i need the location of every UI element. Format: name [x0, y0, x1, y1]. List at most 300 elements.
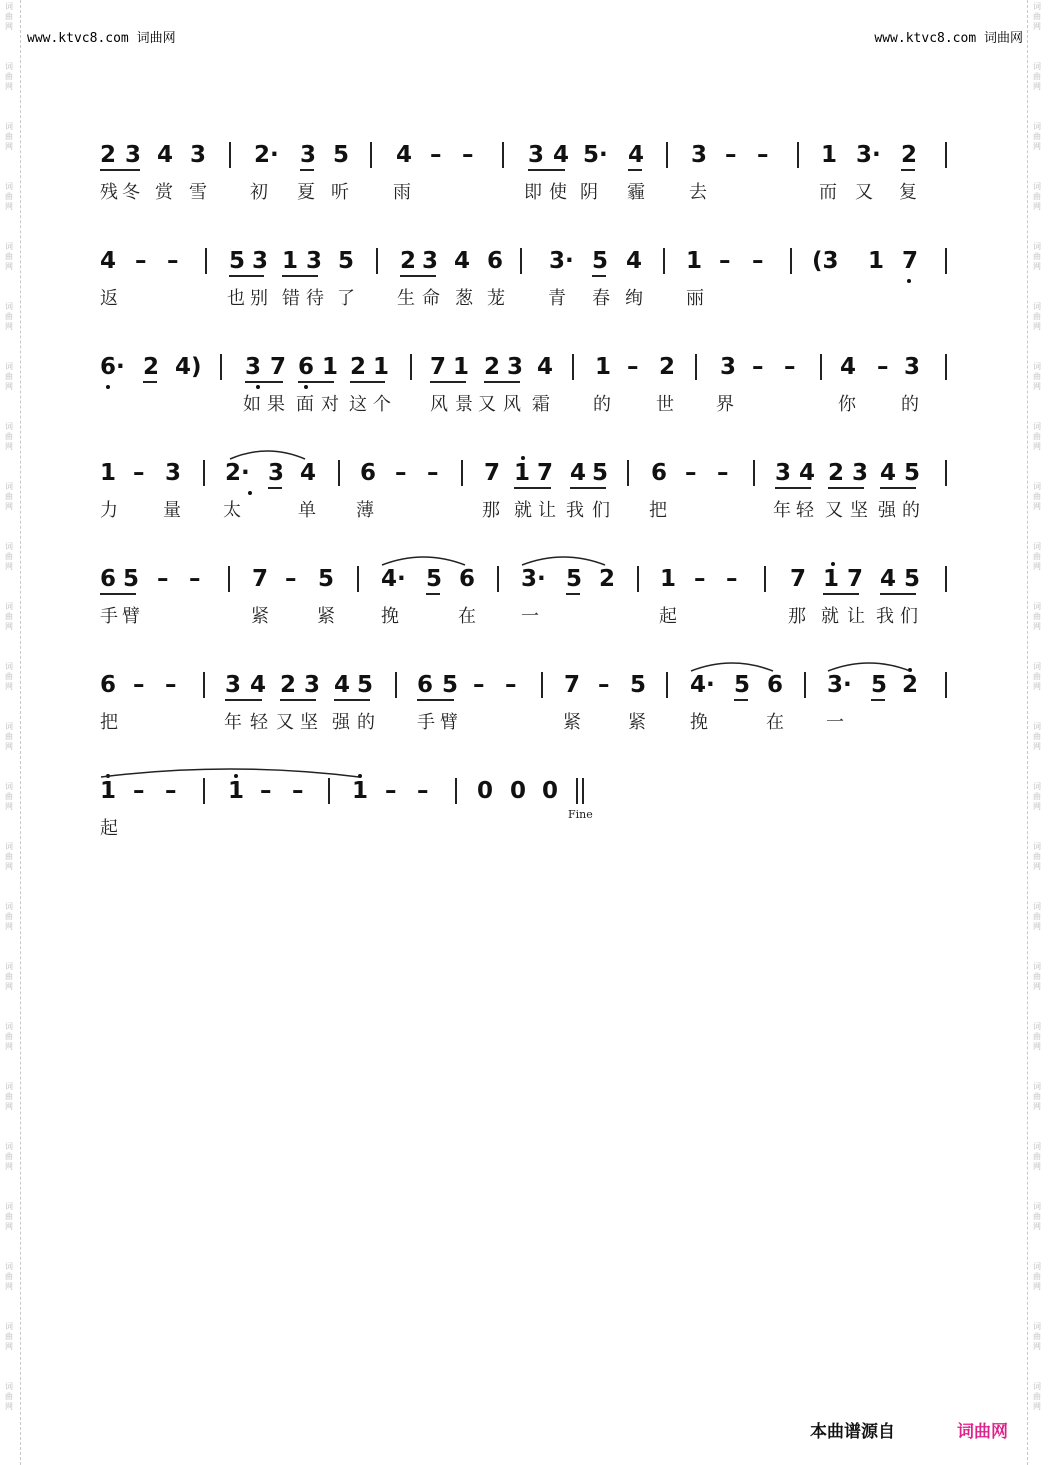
score-note: – [165, 778, 177, 804]
eighth-note-underline [430, 381, 466, 383]
score-note: 5 [592, 248, 609, 274]
lyric-char: 个 [373, 394, 391, 415]
watermark-text: 词 曲 网 [1033, 1142, 1041, 1171]
watermark-text: 词 曲 网 [1033, 1022, 1041, 1051]
score-note: 2· [254, 142, 279, 168]
bar-line [945, 566, 947, 592]
bar-line [455, 778, 457, 804]
left-watermark-strip [0, 0, 21, 1465]
score-note: – [752, 248, 764, 274]
bar-line [328, 778, 330, 804]
eighth-note-underline [426, 593, 440, 595]
lyric-char: 轻 [250, 712, 268, 733]
eighth-note-underline [280, 699, 316, 701]
watermark-text: 词 曲 网 [1033, 602, 1041, 631]
watermark-text: 词 曲 网 [5, 542, 13, 571]
eighth-note-underline [592, 275, 606, 277]
bar-line [229, 142, 231, 168]
lyric-char: 们 [592, 500, 610, 521]
bar-line [637, 566, 639, 592]
score-note: 3· [521, 566, 546, 592]
eighth-note-underline [229, 275, 264, 277]
eighth-note-underline [570, 487, 606, 489]
bar-line [520, 248, 522, 274]
bar-line [666, 142, 668, 168]
score-note: 6 [487, 248, 504, 274]
score-note: 3 [300, 142, 317, 168]
watermark-text: 词 曲 网 [5, 1382, 13, 1411]
lyric-char: 紧 [251, 606, 269, 627]
lyric-char: 丽 [686, 288, 704, 309]
bar-line [203, 778, 205, 804]
lyric-char: 果 [267, 394, 285, 415]
eighth-note-underline [628, 169, 642, 171]
lyric-char: 霾 [627, 182, 645, 203]
lyric-char: 手 [100, 606, 118, 627]
header-sitename-right[interactable]: 词曲网 [983, 31, 1023, 46]
score-note: 5 [357, 672, 374, 698]
score-note: 3 [245, 354, 262, 380]
eighth-note-underline [484, 381, 520, 383]
watermark-text: 词 曲 网 [1033, 1082, 1041, 1111]
lyric-char: 也 [227, 288, 245, 309]
header-site-right[interactable] [874, 27, 1023, 46]
score-note: 0 [542, 778, 559, 804]
score-note: – [627, 354, 639, 380]
lyric-char: 又 [478, 394, 496, 415]
score-note: 3 [125, 142, 142, 168]
lyric-char: 单 [298, 500, 316, 521]
score-note: – [385, 778, 397, 804]
score-note: 4 [628, 142, 645, 168]
score-note: – [167, 248, 179, 274]
watermark-text: 词 曲 网 [5, 122, 13, 151]
score-note: – [717, 460, 729, 486]
lyric-char: 们 [900, 606, 918, 627]
score-note: 2 [902, 672, 919, 698]
source-credit-brand[interactable]: 词曲网 [957, 1422, 1008, 1442]
score-note: 3· [549, 248, 574, 274]
lyric-char: 让 [847, 606, 865, 627]
watermark-text: 词 曲 网 [5, 962, 13, 991]
lyric-char: 复 [899, 182, 917, 203]
score-note: – [784, 354, 796, 380]
score-note: 4 [300, 460, 317, 486]
score-note: – [757, 142, 769, 168]
score-note: 3 [165, 460, 182, 486]
low-octave-dot [248, 491, 252, 495]
score-note: – [395, 460, 407, 486]
lyric-char: 强 [332, 712, 350, 733]
score-note: 3 [225, 672, 242, 698]
right-watermark-strip [1027, 0, 1050, 1465]
score-note: – [157, 566, 169, 592]
watermark-text: 词 曲 网 [5, 902, 13, 931]
score-note: 3 [422, 248, 439, 274]
score-note: 4 [880, 460, 897, 486]
score-note: 3 [268, 460, 285, 486]
score-note: 2 [400, 248, 417, 274]
lyric-char: 夏 [297, 182, 315, 203]
bar-line [753, 460, 755, 486]
watermark-text: 词 曲 网 [1033, 302, 1041, 331]
lyric-char: 的 [593, 394, 611, 415]
watermark-text: 词 曲 网 [1033, 782, 1041, 811]
score-note: 1 [453, 354, 470, 380]
lyric-char: 世 [656, 394, 674, 415]
bar-line [666, 672, 668, 698]
watermark-text: 词 曲 网 [1033, 482, 1041, 511]
lyric-char: 待 [306, 288, 324, 309]
lyric-char: 错 [282, 288, 300, 309]
score-note: – [725, 142, 737, 168]
watermark-text: 词 曲 网 [5, 182, 13, 211]
low-octave-dot [907, 279, 911, 283]
eighth-note-underline [350, 381, 385, 383]
score-note: – [417, 778, 429, 804]
score-note: 4 [553, 142, 570, 168]
watermark-text: 词 曲 网 [1033, 242, 1041, 271]
watermark-text: 词 曲 网 [5, 242, 13, 271]
watermark-text: 词 曲 网 [1033, 962, 1041, 991]
bar-line [820, 354, 822, 380]
score-note: 3 [306, 248, 323, 274]
high-octave-dot [831, 562, 835, 566]
score-note: – [430, 142, 442, 168]
lyric-char: 生 [397, 288, 415, 309]
score-note: 3 [852, 460, 869, 486]
lyric-char: 听 [331, 182, 349, 203]
slur-arc [690, 658, 774, 672]
watermark-text: 词 曲 网 [1033, 182, 1041, 211]
score-note: 2 [901, 142, 918, 168]
low-octave-dot [304, 385, 308, 389]
score-note: 7 [537, 460, 554, 486]
score-note: – [473, 672, 485, 698]
score-note: – [427, 460, 439, 486]
low-octave-dot [256, 385, 260, 389]
bar-line [945, 672, 947, 698]
bar-line [205, 248, 207, 274]
bar-line [945, 248, 947, 274]
score-note: 4 [157, 142, 174, 168]
lyric-char: 去 [689, 182, 707, 203]
watermark-text: 词 曲 网 [5, 1082, 13, 1111]
score-note: 3 [190, 142, 207, 168]
score-note: 3 [507, 354, 524, 380]
watermark-text: 词 曲 网 [1033, 722, 1041, 751]
lyric-char: 在 [766, 712, 784, 733]
lyric-char: 量 [163, 500, 181, 521]
score-note: 4 [570, 460, 587, 486]
watermark-text: 词 曲 网 [1033, 422, 1041, 451]
lyric-char: 这 [349, 394, 367, 415]
watermark-text: 词 曲 网 [1033, 662, 1041, 691]
score-note: – [189, 566, 201, 592]
lyric-char: 茏 [487, 288, 505, 309]
watermark-text: 词 曲 网 [1033, 1382, 1041, 1411]
lyric-char: 一 [826, 712, 844, 733]
bar-line [338, 460, 340, 486]
watermark-text: 词 曲 网 [5, 1022, 13, 1051]
watermark-text: 词 曲 网 [5, 1322, 13, 1351]
score-note: 1 [282, 248, 299, 274]
lyric-char: 把 [100, 712, 118, 733]
score-note: – [285, 566, 297, 592]
watermark-text: 词 曲 网 [1033, 62, 1041, 91]
score-note: – [462, 142, 474, 168]
lyric-char: 风 [430, 394, 448, 415]
score-note: 1 [660, 566, 677, 592]
bar-line [663, 248, 665, 274]
lyric-char: 你 [838, 394, 856, 415]
score-note: 1 [821, 142, 838, 168]
lyric-char: 的 [901, 394, 919, 415]
score-note: 4 [840, 354, 857, 380]
score-note: 6 [360, 460, 377, 486]
eighth-note-underline [880, 487, 916, 489]
watermark-text: 词 曲 网 [5, 482, 13, 511]
bar-line [572, 354, 574, 380]
lyric-char: 又 [855, 182, 873, 203]
score-note: 4 [454, 248, 471, 274]
score-note: – [133, 672, 145, 698]
lyric-char: 坚 [300, 712, 318, 733]
eighth-note-underline [298, 381, 334, 383]
eighth-note-underline [871, 699, 885, 701]
eighth-note-underline [734, 699, 748, 701]
bar-line [804, 672, 806, 698]
lyric-char: 把 [649, 500, 667, 521]
lyric-char: 在 [458, 606, 476, 627]
header-url-right[interactable]: www.ktvc8.com [874, 31, 977, 46]
watermark-text: 词 曲 网 [5, 1262, 13, 1291]
score-note: 3 [904, 354, 921, 380]
score-note: 1 [228, 778, 245, 804]
score-note: 5 [338, 248, 355, 274]
lyric-char: 使 [549, 182, 567, 203]
lyric-char: 起 [100, 818, 118, 839]
lyric-char: 残 [100, 182, 118, 203]
eighth-note-underline [417, 699, 454, 701]
score-note: 1 [823, 566, 840, 592]
lyric-char: 紧 [317, 606, 335, 627]
score-note: – [133, 778, 145, 804]
slur-arc [521, 552, 606, 566]
header-site-left[interactable] [27, 27, 176, 46]
bar-line [497, 566, 499, 592]
watermark-text: 词 曲 网 [5, 842, 13, 871]
watermark-text: 词 曲 网 [5, 422, 13, 451]
score-note: 3· [856, 142, 881, 168]
lyric-char: 景 [455, 394, 473, 415]
watermark-text: 词 曲 网 [5, 62, 13, 91]
score-note: 2 [100, 142, 117, 168]
score-note: 3· [827, 672, 852, 698]
lyric-char: 我 [876, 606, 894, 627]
score-note: 5 [333, 142, 350, 168]
lyric-char: 让 [538, 500, 556, 521]
score-note: 5 [318, 566, 335, 592]
score-note: 4 [626, 248, 643, 274]
lyric-char: 春 [592, 288, 610, 309]
watermark-text: 词 曲 网 [5, 722, 13, 751]
lyric-char: 初 [250, 182, 268, 203]
eighth-note-underline [528, 169, 565, 171]
score-note: 5 [229, 248, 246, 274]
lyric-char: 紧 [628, 712, 646, 733]
lyric-char: 面 [296, 394, 314, 415]
score-note: – [135, 248, 147, 274]
score-note: 5 [592, 460, 609, 486]
score-note: 4 [100, 248, 117, 274]
score-note: 7 [847, 566, 864, 592]
lyric-char: 风 [503, 394, 521, 415]
bar-line [461, 460, 463, 486]
score-note: 4· [381, 566, 406, 592]
score-note: 7 [484, 460, 501, 486]
lyric-char: 紧 [563, 712, 581, 733]
score-note: 3 [528, 142, 545, 168]
watermark-text: 词 曲 网 [1033, 362, 1041, 391]
eighth-note-underline [100, 593, 136, 595]
score-note: 4 [334, 672, 351, 698]
lyric-char: 对 [321, 394, 339, 415]
bar-line [203, 672, 205, 698]
score-note: – [260, 778, 272, 804]
score-note: – [165, 672, 177, 698]
lyric-char: 阴 [580, 182, 598, 203]
lyric-char: 那 [482, 500, 500, 521]
bar-line [790, 248, 792, 274]
score-note: 2 [659, 354, 676, 380]
score-note: 1 [322, 354, 339, 380]
bar-line [695, 354, 697, 380]
watermark-text: 词 曲 网 [1033, 542, 1041, 571]
bar-line [370, 142, 372, 168]
score-note: 5· [583, 142, 608, 168]
bar-line [203, 460, 205, 486]
score-note: 6 [459, 566, 476, 592]
bar-line [228, 566, 230, 592]
lyric-char: 如 [243, 394, 261, 415]
watermark-text: 词 曲 网 [5, 362, 13, 391]
header-url-left[interactable]: www.ktvc8.com [27, 31, 129, 46]
lyric-char: 又 [825, 500, 843, 521]
score-note: 3 [775, 460, 792, 486]
watermark-text: 词 曲 网 [1033, 1202, 1041, 1231]
lyric-char: 就 [821, 606, 839, 627]
watermark-text: 词 曲 网 [1033, 2, 1041, 31]
slur-arc [827, 658, 911, 672]
watermark-text: 词 曲 网 [5, 1142, 13, 1171]
lyric-char: 命 [422, 288, 440, 309]
score-note: 7 [270, 354, 287, 380]
lyric-char: 那 [788, 606, 806, 627]
score-note: 6 [651, 460, 668, 486]
eighth-note-underline [823, 593, 859, 595]
eighth-note-underline [245, 381, 283, 383]
score-note: 3 [252, 248, 269, 274]
score-note: – [719, 248, 731, 274]
header-sitename-left[interactable]: 词曲网 [136, 31, 176, 46]
watermark-text: 词 曲 网 [5, 782, 13, 811]
score-note: 2 [350, 354, 367, 380]
bar-line [945, 142, 947, 168]
score-note: 4 [396, 142, 413, 168]
low-octave-dot [106, 385, 110, 389]
watermark-text: 词 曲 网 [1033, 842, 1041, 871]
score-note: 5 [442, 672, 459, 698]
watermark-text: 词 曲 网 [5, 1202, 13, 1231]
score-note: 4) [175, 354, 202, 380]
bar-line [945, 354, 947, 380]
lyric-char: 返 [100, 288, 118, 309]
lyric-char: 就 [514, 500, 532, 521]
score-note: 5 [630, 672, 647, 698]
watermark-text: 词 曲 网 [1033, 1322, 1041, 1351]
lyric-char: 又 [276, 712, 294, 733]
score-note: (3 [812, 248, 839, 274]
lyric-char: 冬 [122, 182, 140, 203]
eighth-note-underline [901, 169, 915, 171]
score-note: – [877, 354, 889, 380]
score-note: 4 [250, 672, 267, 698]
score-note: 2· [225, 460, 250, 486]
lyric-char: 一 [521, 606, 539, 627]
high-octave-dot [521, 456, 525, 460]
lyric-char: 即 [524, 182, 542, 203]
score-note: – [685, 460, 697, 486]
score-note: 2 [484, 354, 501, 380]
lyric-char: 年 [224, 712, 242, 733]
slur-arc [229, 446, 306, 460]
score-note: – [292, 778, 304, 804]
score-note: 7 [430, 354, 447, 380]
score-note: 4 [880, 566, 897, 592]
score-note: – [752, 354, 764, 380]
lyric-char: 我 [566, 500, 584, 521]
final-bar-line [576, 778, 584, 804]
lyric-char: 界 [716, 394, 734, 415]
score-note: 1 [100, 460, 117, 486]
score-note: 2 [143, 354, 160, 380]
watermark-text: 词 曲 网 [1033, 1262, 1041, 1291]
eighth-note-underline [334, 699, 370, 701]
score-note: 5 [871, 672, 888, 698]
eighth-note-underline [300, 169, 314, 171]
watermark-text: 词 曲 网 [5, 602, 13, 631]
eighth-note-underline [880, 593, 916, 595]
score-note: 1 [686, 248, 703, 274]
slur-arc [381, 552, 466, 566]
score-note: 3 [720, 354, 737, 380]
lyric-char: 霜 [532, 394, 550, 415]
score-note: 3 [691, 142, 708, 168]
score-note: 5 [734, 672, 751, 698]
lyric-char: 青 [548, 288, 566, 309]
lyric-char: 而 [819, 182, 837, 203]
score-note: 5 [904, 566, 921, 592]
score-note: 1 [373, 354, 390, 380]
eighth-note-underline [143, 381, 157, 383]
lyric-char: 挽 [690, 712, 708, 733]
score-note: 5 [123, 566, 140, 592]
lyric-char: 赏 [155, 182, 173, 203]
score-note: 0 [510, 778, 527, 804]
score-note: 4 [537, 354, 554, 380]
score-note: 2 [280, 672, 297, 698]
